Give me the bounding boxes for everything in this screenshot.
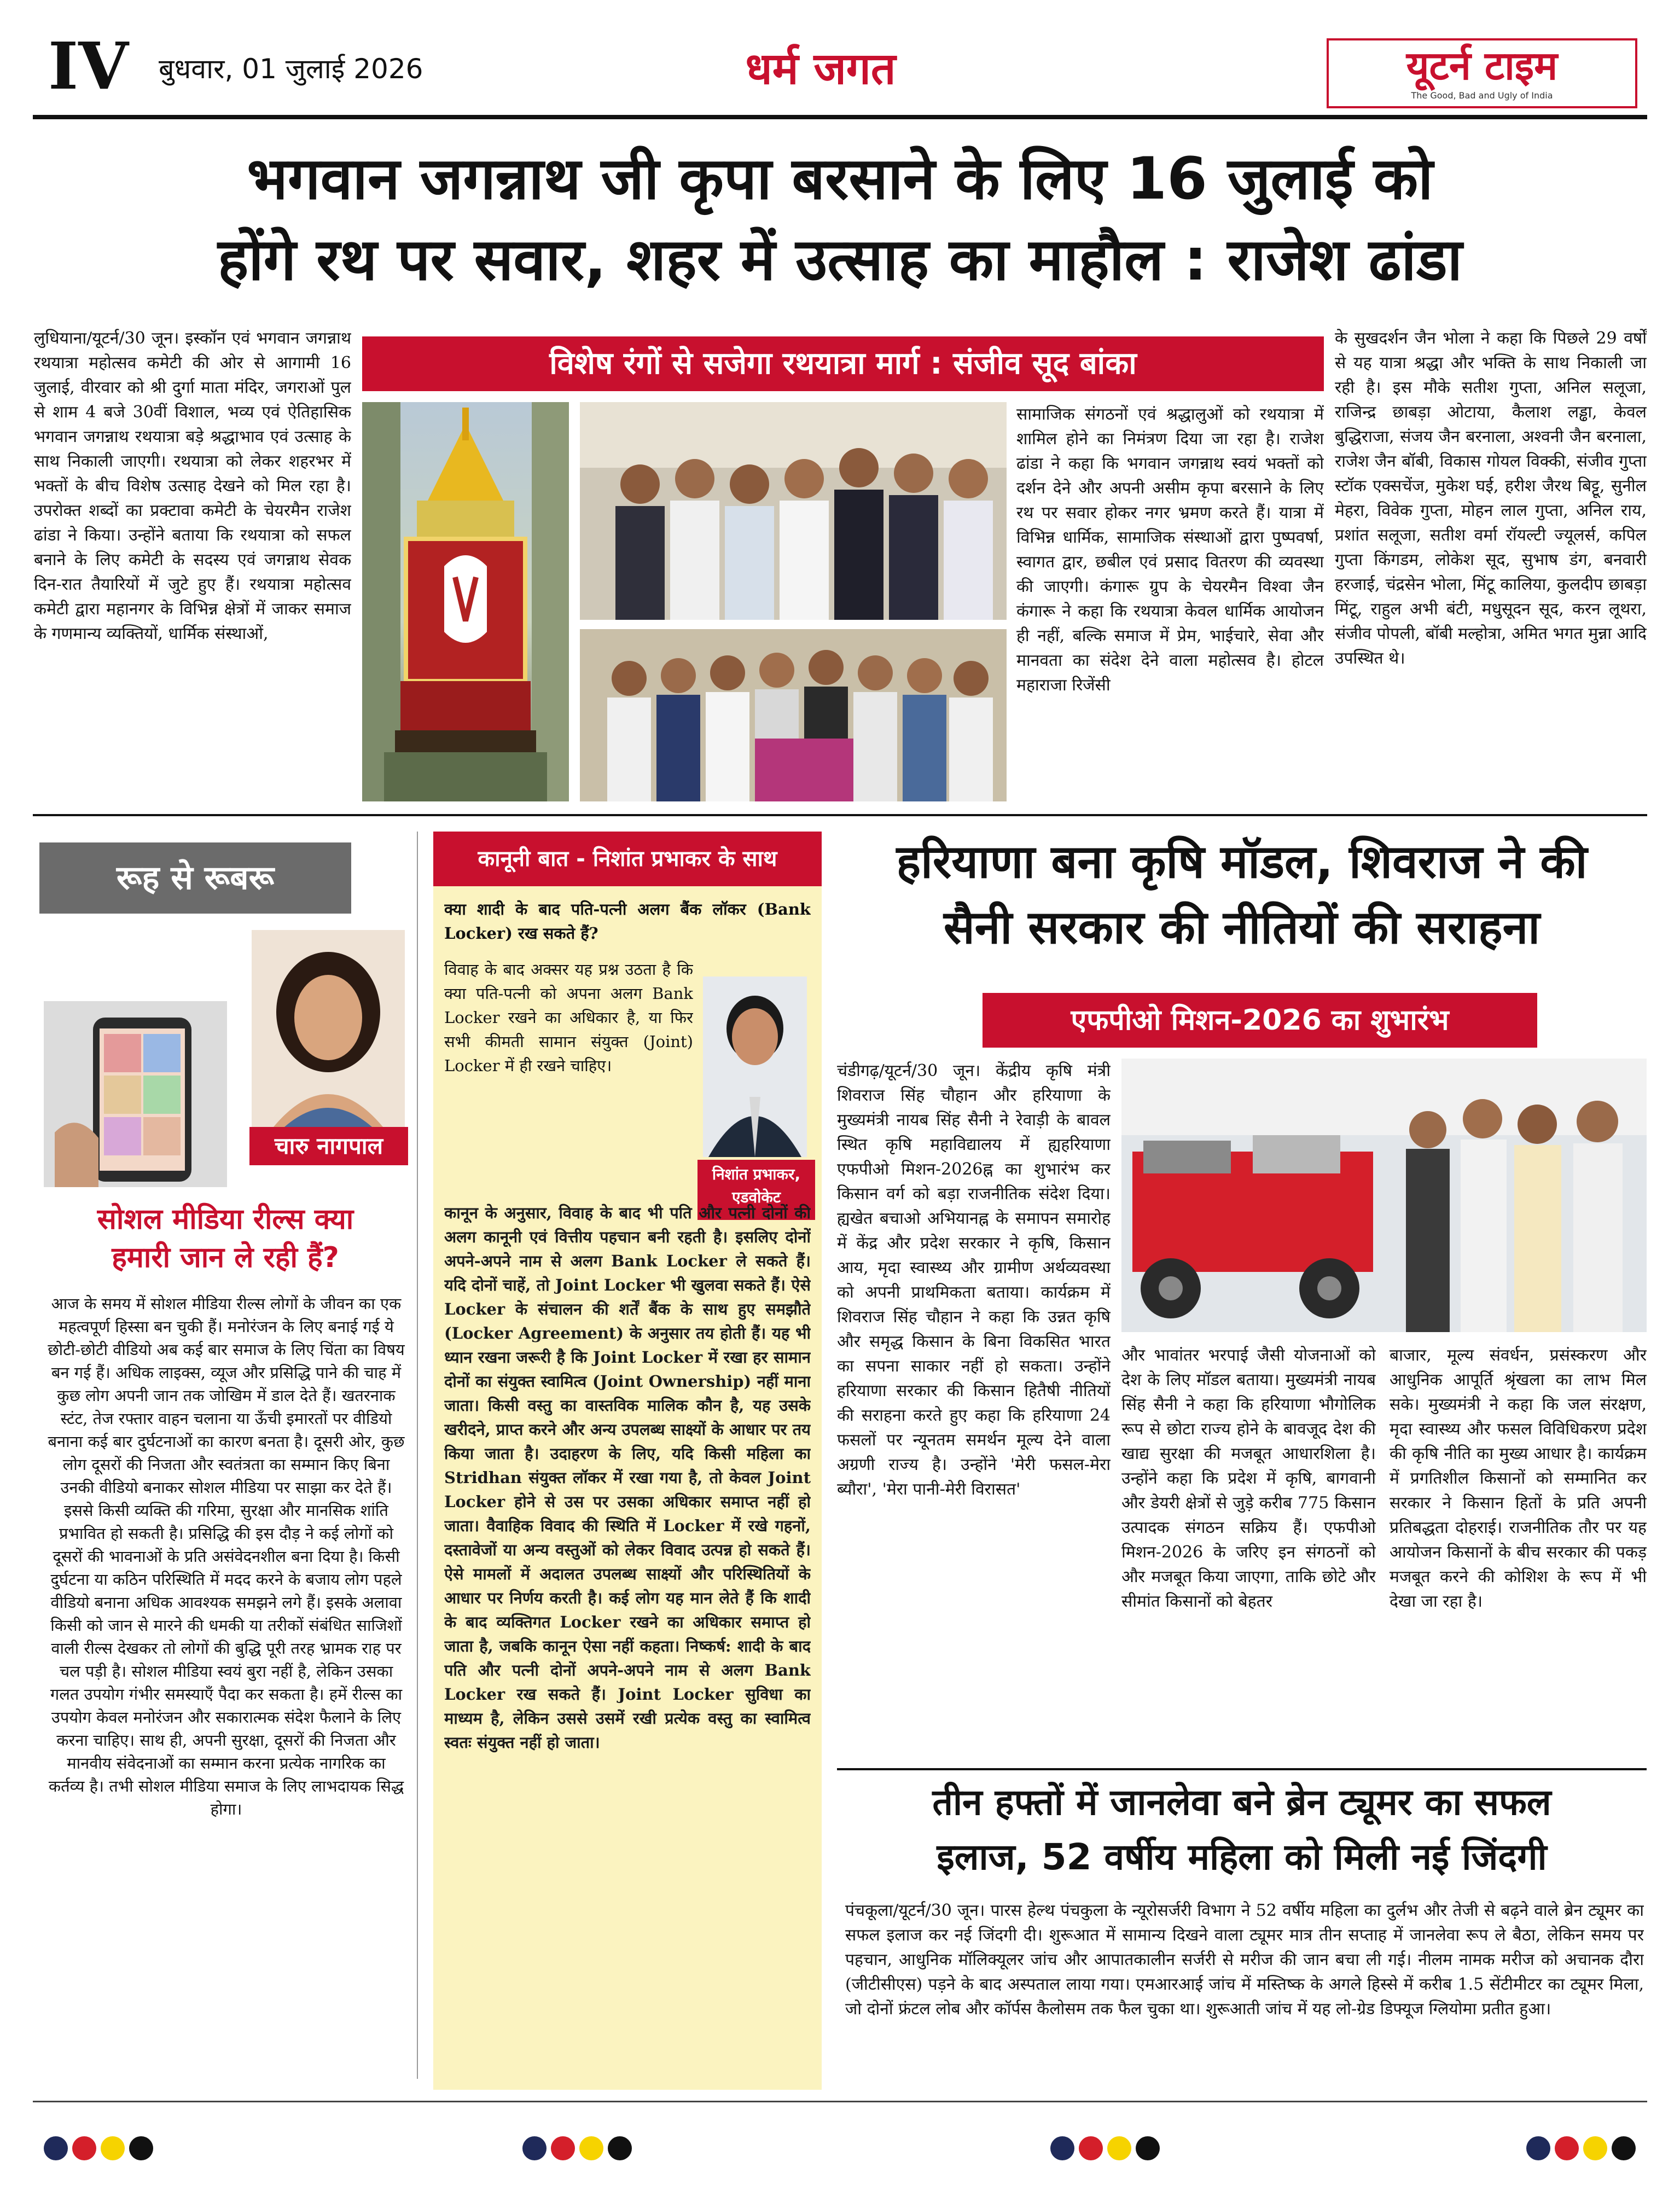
dot-black xyxy=(129,2136,153,2160)
lead-bottom-rule xyxy=(33,814,1647,816)
kanooni-question-block xyxy=(444,897,811,952)
haryana-column-1 xyxy=(837,1059,1111,1764)
rath-photo xyxy=(362,402,569,801)
dot-black xyxy=(1136,2136,1160,2160)
lead-headline-line2: होंगे रथ पर सवार, शहर में उत्साह का माहौल : राजेश ढांडा xyxy=(217,226,1463,293)
lead-column-2 xyxy=(1016,402,1324,804)
rooh-column xyxy=(47,1292,405,2091)
dot-black xyxy=(1612,2136,1636,2160)
tumour-column xyxy=(845,1898,1644,2090)
lead-col1-text: लुधियाना/यूटर्न/30 जून। इस्कॉन एवं भगवान जगन्नाथ रथयात्रा महोत्सव कमेटी की ओर से आगामी 16 जुलाई, वीरवार को श्री दुर्गा माता मंदिर, जगराओं पुल से शाम 4 बजे 30वीं विशाल, भव्य एवं ऐतिहासिक भगवान जगन्नाथ रथयात्रा बड़े श्रद्धाभाव एवं उत्साह के साथ निकाली जाएगी। रथयात्रा को लेकर शहरभर में भक्तों के बीच विशेष उत्साह देखने को मिल रहा है। उपरोक्त शब्दों का प्रक्टावा कमेटी के चेयरमैन राजेश ढांडा ने किया। उन्होंने बताया कि रथयात्रा को सफल बनाने के लिए कमेटी के सदस्य एवं जगन्नाथ सेवक दिन-रात तैयारियों में जुटे हुए हैं। रथयात्रा महोत्सव कमेटी द्वारा महानगर के विभिन्न क्षेत्रों में जाकर समाज के गणमान्य व्यक्तियों, धार्मिक संस्थाओं, xyxy=(34,329,351,643)
haryana-col3-text: बाजार, मूल्य संवर्धन, प्रसंस्करण और आधुनिक आपूर्ति श्रृंखला का लाभ मिल सके। मुख्यमंत्री ने कहा कि जल संरक्षण, मृदा स्वास्थ्य और फसल विविधिकरण प्रदेश की कृषि नीति का मुख्य आधार है। कार्यक्रम में प्रगतिशील किसानों को सम्मानित कर सरकार ने किसान हितों के प्रति अपनी प्रतिबद्धता दोहराई। राजनीतिक तौर पर यह आयोजन किसानों के बीच सरकार की पकड़ मजबूत करने की कोशिश के रूप में भी देखा जा रहा है। xyxy=(1390,1346,1647,1611)
kanooni-body-text: कानून के अनुसार, विवाह के बाद भी पति और पत्नी दोनों की अलग कानूनी एवं वित्तीय पहचान बनी रहती है। इसलिए दोनों अपने-अपने नाम से अलग Bank Locker ले सकते हैं। यदि दोनों चाहें, तो Joint Locker भी खुलवा सकते हैं। ऐसे Locker के संचालन की शर्तें बैंक के साथ हुए समझौते (Locker Agreement) के अनुसार तय होती हैं। यह भी ध्यान रखना जरूरी है कि Joint Locker में रखा हर सामान दोनों का संयुक्त स्वामित्व (Joint Ownership) नहीं माना जाता। किसी वस्तु का वास्तविक मालिक कौन है, यह उसके खरीदने, प्राप्त करने और अन्य उपलब्ध साक्ष्यों के आधार पर तय किया जाता है। उदाहरण के लिए, यदि किसी महिला का Stridhan संयुक्त लॉकर में रखा गया है, तो केवल Joint Locker होने से उस पर उसका अधिकार समाप्त नहीं हो जाता। वैवाहिक विवाद की स्थिति में Locker में रखे गहनों, दस्तावेजों या अन्य वस्तुओं को लेकर विवाद उत्पन्न हो सकते हैं। ऐसे मामलों में अदालत उपलब्ध साक्ष्यों और परिस्थितियों के आधार पर निर्णय करती है। कई लोग यह मान लेते हैं कि शादी के बाद व्यक्तिगत Locker रखने का अधिकार समाप्त हो जाता है, जबकि कानून ऐसा नहीं कहता। निष्कर्ष: शादी के बाद पति और पत्नी दोनों अपने-अपने नाम से अलग Bank Locker रख सकते हैं। Joint Locker सुविधा का माध्यम है, लेकिन उससे उसमें रखी प्रत्येक वस्तु का स्वामित्व स्वतः संयुक्त नहीं हो जाता। xyxy=(444,1204,811,1752)
rooh-headline-line1: सोशल मीडिया रील्स क्या xyxy=(97,1203,354,1236)
tumour-body-text: पंचकूला/यूटर्न/30 जून। पारस हेल्थ पंचकुला के न्यूरोसर्जरी विभाग ने 52 वर्षीय महिला का दुर्लभ और तेजी से बढ़ने वाले ब्रेन ट्यूमर का सफल इलाज कर नई जिंदगी दी। शुरूआत में सामान्य दिखने वाला ट्यूमर मात्र तीन सप्ताह में जानलेवा रूप ले बैठा, लेकिन समय पर पहचान, आधुनिक मॉलिक्यूलर जांच और आपातकालीन सर्जरी से मरीज की जान बचा ली गई। नीलम नामक मरीज को अचानक दौरा (जीटीसीएस) पड़ने के बाद अस्पताल लाया गया। एमआरआई जांच में मस्तिष्क के अगले हिस्से में करीब 1.5 सेंटीमीटर का ट्यूमर मिला, जो दोनों फ्रंटल लोब और कॉर्पस कैलोसम तक फैल चुका था। शुरूआती जांच में यह लो-ग्रेड डिफ्यूज ग्लियोमा प्रतीत हुआ। xyxy=(845,1901,1644,2019)
dot-navy xyxy=(522,2136,547,2160)
rooh-headline-line2: हमारी जान ले रही हैं? xyxy=(112,1241,339,1274)
registration-dots-center xyxy=(522,2136,636,2163)
dot-black xyxy=(608,2136,632,2160)
page-number: IV xyxy=(48,28,129,104)
dot-navy xyxy=(44,2136,68,2160)
phone-reels-photo xyxy=(44,1001,227,1187)
nishant-name: निशांत प्रभाकर, xyxy=(712,1165,801,1183)
haryana-col1-text: चंडीगढ़/यूटर्न/30 जून। केंद्रीय कृषि मंत्री शिवराज सिंह चौहान और हरियाणा के मुख्यमंत्री नायब सिंह सैनी ने रेवाड़ी के बावल स्थित कृषि महाविद्यालय में ह्यहरियाणा एफपीओ मिशन-2026ह्न का शुभारंभ कर किसान वर्ग को बड़ा राजनीतिक संदेश दिया। ह्यखेत बचाओ अभियानह्न के समापन समारोह में केंद्र और प्रदेश सरकार ने कृषि, किसान आय, मृदा स्वास्थ्य और ग्रामीण अर्थव्यवस्था को अपनी प्राथमिकता बताया। कार्यक्रम में शिवराज सिंह चौहान ने कहा कि उन्नत कृषि और समृद्ध किसान के बिना विकसित भारत का सपना साकार नहीं हो सकता। उन्होंने हरियाणा सरकार की किसान हितैषी नीतियों की सराहना करते हुए कहा कि हरियाणा 24 फसलों पर न्यूनतम समर्थन मूल्य देने वाला अग्रणी राज्य है। उन्होंने 'मेरी फसल-मेरा ब्यौरा', 'मेरा पानी-मेरी विरासत' xyxy=(837,1061,1111,1499)
kanooni-intro-block xyxy=(444,957,693,1193)
kanooni-banner: कानूनी बात - निशांत प्रभाकर के साथ xyxy=(433,832,822,886)
dot-navy xyxy=(1050,2136,1074,2160)
lead-column-3 xyxy=(1335,326,1647,802)
author-photo-charu xyxy=(252,930,405,1127)
rooh-body-text: आज के समय में सोशल मीडिया रील्स लोगों के जीवन का एक महत्वपूर्ण हिस्सा बन चुकी हैं। मनोरंजन के लिए बनाई गई ये छोटी-छोटी वीडियो अब कई बार समाज के लिए चिंता का विषय बन गई हैं। अधिक लाइक्स, व्यूज और प्रसिद्धि पाने की चाह में कुछ लोग अपनी जान तक जोखिम में डाल देते हैं। खतरनाक स्टंट, तेज रफ्तार वाहन चलाना या ऊँची इमारतों पर वीडियो बनाना कई बार दुर्घटनाओं का कारण बनता है। दूसरी ओर, कुछ लोग दूसरों की निजता और स्वतंत्रता का सम्मान किए बिना उनकी वीडियो बनाकर सोशल मीडिया पर साझा कर देते हैं। इससे किसी व्यक्ति की गरिमा, सुरक्षा और मानसिक शांति प्रभावित हो सकती है। प्रसिद्धि की इस दौड़ ने कई लोगों को दूसरों की भावनाओं के प्रति असंवेदनशील बना दिया है। किसी दुर्घटना या कठिन परिस्थिति में मदद करने के बजाय लोग पहले वीडियो बनाना अधिक आवश्यक समझने लगे हैं। इसके अलावा किसी को जान से मारने की धमकी या तरीकों संबंधित साजिशों वाली रील्स देखकर तो लोगों की बुद्धि पूरी तरह भ्रामक राह पर चल पड़ी है। सोशल मीडिया स्वयं बुरा नहीं है, लेकिन उसका गलत उपयोग गंभीर समस्याएँ पैदा कर सकता है। हमें रील्स का उपयोग केवल मनोरंजन और सकारात्मक संदेश फैलाने के लिए करना चाहिए। साथ ही, अपनी सुरक्षा, दूसरों की निजता और मानवीय संवेदनाओं का सम्मान करना प्रत्येक नागरिक का कर्तव्य है। तभी सोशल मीडिया समाज के लिए लाभदायक सिद्ध होगा। xyxy=(48,1294,405,1818)
dot-yellow xyxy=(579,2136,603,2160)
logo-text: यूटर्न टाइम xyxy=(1406,43,1558,89)
registration-dots-right xyxy=(1050,2136,1164,2163)
haryana-headline-line2: सैनी सरकार की नीतियों की सराहना xyxy=(943,900,1541,954)
dot-yellow xyxy=(1583,2136,1607,2160)
kanooni-question: क्या शादी के बाद पति-पत्नी अलग बैंक लॉकर (Bank Locker) रख सकते हैं? xyxy=(444,900,811,943)
fpo-launch-photo xyxy=(1121,1059,1647,1332)
dot-yellow xyxy=(101,2136,125,2160)
rooh-author-caption: चारु नागपाल xyxy=(249,1127,408,1165)
lead-subhead: विशेष रंगों से सजेगा रथयात्रा मार्ग : संजीव सूद बांका xyxy=(362,336,1324,391)
haryana-column-3 xyxy=(1390,1343,1647,1764)
kanooni-column xyxy=(444,1201,811,2082)
lead-col2-text: सामाजिक संगठनों एवं श्रद्धालुओं को रथयात्रा में शामिल होने का निमंत्रण दिया जा रहा है। राजेश ढांडा ने कहा कि भगवान जगन्नाथ स्वयं भक्तों को दर्शन देने और अपनी असीम कृपा बरसाने के लिए रथ पर सवार होकर नगर भ्रमण करते हैं। यात्रा में विभिन्न धार्मिक, सामाजिक संस्थाओं द्वारा पुष्पवर्षा, स्वागत द्वार, छबील एवं प्रसाद वितरण की व्यवस्था की जाएगी। कंगारू ग्रुप के चेयरमैन विश्वा जैन कंगारू ने कहा कि रथयात्रा केवल धार्मिक आयोजन ही नहीं, बल्कि समाज में प्रेम, भाईचारे, सेवा और मानवता का संदेश देने वाला महोत्सव है। होटल महाराजा रिजेंसी xyxy=(1016,405,1324,695)
rooh-banner: रूह से रूबरू xyxy=(39,842,351,914)
haryana-bottom-rule xyxy=(837,1768,1647,1770)
tumour-headline-line2: इलाज, 52 वर्षीय महिला को मिली नई जिंदगी xyxy=(937,1836,1547,1878)
lead-column-1 xyxy=(34,326,351,802)
author-photo-nishant xyxy=(703,977,807,1157)
masthead-logo xyxy=(1327,38,1637,108)
registration-dots-left xyxy=(44,2136,158,2163)
dot-red xyxy=(1555,2136,1579,2160)
haryana-column-2 xyxy=(1121,1343,1376,1764)
registration-dots-far-right xyxy=(1526,2136,1640,2163)
haryana-subhead: एफपीओ मिशन-2026 का शुभारंभ xyxy=(983,993,1537,1048)
tumour-headline-line1: तीन हफ्तों में जानलेवा बने ब्रेन ट्यूमर का सफल xyxy=(932,1781,1551,1823)
committee-photo-2 xyxy=(580,629,1007,801)
lead-headline-line1: भगवान जगन्नाथ जी कृपा बरसाने के लिए 16 जुलाई को xyxy=(247,145,1433,212)
haryana-col2-text: और भावांतर भरपाई जैसी योजनाओं को देश के लिए मॉडल बताया। मुख्यमंत्री नायब सिंह सैनी ने कहा कि हरियाणा भौगोलिक रूप से छोटा राज्य होने के बावजूद देश की खाद्य सुरक्षा की मजबूत आधारशिला है। उन्होंने कहा कि प्रदेश में कृषि, बागवानी और डेयरी क्षेत्रों से जुड़े करीब 775 किसान उत्पादक संगठन सक्रिय हैं। एफपीओ मिशन-2026 के जरिए इन संगठनों को और मजबूत किया जाएगा, ताकि छोटे और सीमांत किसानों को बेहतर xyxy=(1121,1346,1376,1611)
issue-date: बुधवार, 01 जुलाई 2026 xyxy=(159,53,423,85)
committee-photo-1 xyxy=(580,402,1007,620)
nishant-title: एडवोकेट xyxy=(732,1188,781,1206)
footer-rule xyxy=(33,2101,1647,2102)
dot-red xyxy=(1079,2136,1103,2160)
masthead-rule xyxy=(33,115,1647,119)
dot-red xyxy=(72,2136,96,2160)
kanooni-intro: विवाह के बाद अक्सर यह प्रश्न उठता है कि क्या पति-पत्नी को अपना अलग Bank Locker रखने का अधिकार है, या फिर सभी कीमती सामान संयुक्त (Joint) Locker में ही रखने चाहिए। xyxy=(444,960,693,1075)
lead-col3-text: के सुखदर्शन जैन भोला ने कहा कि पिछले 29 वर्षों से यह यात्रा श्रद्धा और भक्ति के साथ निकाली जा रही है। इस मौके सतीश गुप्ता, अनिल सलूजा, राजिन्द्र छाबड़ा ओटाया, कैलाश लड्ढा, केवल बुद्धिराजा, संजय जैन बरनाला, अश्वनी जैन बरनाला, राजेश जैन बॉबी, विकास गोयल विक्की, संजीव गुप्ता स्टॉक एक्सचेंज, मुकेश घई, हरीश जैरथ बिट्टू, सुनील मेहरा, विवेक गुप्ता, मोहन लाल गुप्ता, अनिल राय, प्रशांत सलूजा, सतीश वर्मा रॉयल्टी ज्यूलर्स, कपिल गुप्ता किंगडम, लोकेश सूद, सुभाष डंग, बनवारी हरजाई, चंद्रसेन भोला, मिंटू कालिया, कुलदीप छाबड़ा मिंटू, राहुल अभी बंटी, मधुसूदन सूद, करन लूथरा, संजीव पोपली, बॉबी मल्होत्रा, अमित भगत मुन्ना आदि उपस्थित थे। xyxy=(1335,329,1647,668)
haryana-headline-line1: हरियाणा बना कृषि मॉडल, शिवराज ने की xyxy=(896,835,1588,888)
dot-yellow xyxy=(1107,2136,1131,2160)
dot-navy xyxy=(1526,2136,1550,2160)
section-title: धर्म जगत xyxy=(745,43,896,94)
dot-red xyxy=(551,2136,575,2160)
logo-tagline: The Good, Bad and Ugly of India xyxy=(1411,90,1553,101)
